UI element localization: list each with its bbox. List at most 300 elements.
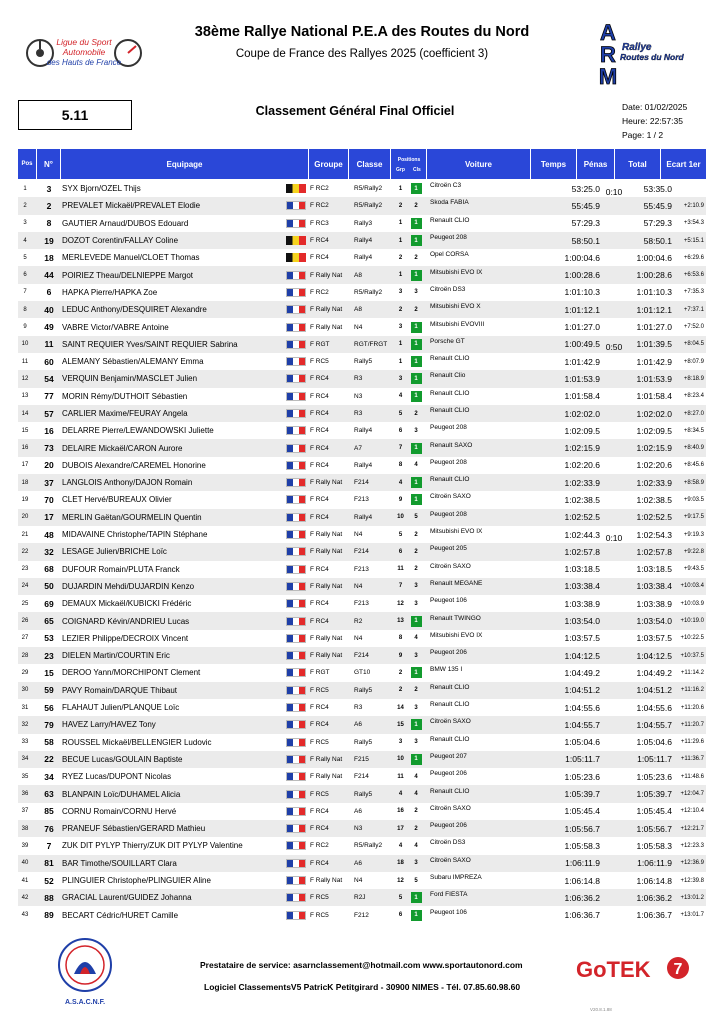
row-group: F RC2 — [310, 842, 329, 850]
row-time: 1:02:38.5 — [564, 494, 600, 505]
row-group-position: 9 — [398, 652, 403, 659]
row-group: F RC4 — [310, 410, 329, 417]
table-row — [18, 232, 706, 249]
row-group-position: 18 — [397, 860, 404, 867]
row-total: 1:01:39.5 — [636, 339, 672, 350]
row-crew: LEZIER Philippe/DECROIX Vincent — [62, 633, 189, 643]
col-car: Voiture — [426, 149, 530, 179]
row-group-position: 4 — [398, 479, 403, 486]
row-flag-cell — [286, 353, 306, 370]
table-row — [18, 266, 706, 283]
row-total: 1:02:38.5 — [636, 494, 672, 505]
row-gap: +11:16.2 — [680, 687, 704, 694]
row-flag-cell — [286, 232, 306, 249]
row-flag-cell — [286, 249, 306, 266]
row-crew: LANGLOIS Anthony/DAJON Romain — [62, 478, 193, 488]
row-car: Renault CLIO — [430, 787, 470, 795]
footer-software: Logiciel ClassementsV5 PatricK Petitgirard - 30900 NIMES - Tél. 07.85.60.98.60 — [204, 982, 521, 992]
row-flag-cell — [286, 284, 306, 301]
row-class-position: 2 — [414, 306, 418, 313]
row-time: 1:02:09.5 — [564, 425, 600, 436]
row-class-position-cell — [409, 526, 423, 543]
france-flag-icon — [286, 617, 306, 626]
row-gap: +8:07.9 — [683, 358, 704, 365]
row-class-position-cell — [409, 889, 423, 906]
france-flag-icon — [286, 219, 306, 228]
row-class-position: 1 — [411, 391, 422, 402]
row-car-number: 44 — [44, 270, 54, 281]
row-car-number: 65 — [44, 616, 54, 627]
row-car: Skoda FABIA — [430, 199, 469, 207]
row-car: Ford FIESTA — [430, 891, 468, 899]
report-date: Date: 01/02/2025 — [622, 102, 688, 112]
row-group-position: 13 — [397, 618, 404, 625]
row-flag-cell — [286, 561, 306, 578]
row-class: F214 — [354, 548, 369, 556]
row-gap: +13:01.2 — [680, 894, 704, 901]
row-car: BMW 135 I — [430, 666, 463, 674]
table-row — [18, 837, 706, 854]
row-gap: +9:22.8 — [683, 548, 704, 555]
row-crew: DELARRE Pierre/LEWANDOWSKI Juliette — [62, 426, 214, 436]
row-class-position: 1 — [411, 322, 422, 333]
row-position: 7 — [23, 289, 27, 296]
row-gap: +12:36.9 — [680, 860, 704, 867]
table-row — [18, 318, 706, 335]
row-class: R3 — [354, 704, 363, 712]
row-class-position-cell — [409, 872, 423, 889]
row-crew: ALEMANY Sébastien/ALEMANY Emma — [62, 357, 204, 367]
row-class-position: 1 — [411, 443, 422, 454]
france-flag-icon — [286, 495, 306, 504]
row-car-number: 58 — [44, 737, 54, 748]
row-gap: +6:29.6 — [683, 254, 704, 261]
row-class: R5/Rally2 — [354, 202, 383, 210]
row-class: Rally4 — [354, 513, 373, 521]
row-group-position: 1 — [398, 185, 403, 192]
row-position: 10 — [21, 341, 29, 348]
table-row — [18, 820, 706, 837]
row-group-position: 1 — [398, 220, 403, 227]
row-total: 53:35.0 — [643, 183, 672, 194]
row-car-number: 53 — [44, 633, 54, 644]
row-time: 55:45.9 — [571, 200, 600, 211]
row-time: 1:04:55.6 — [564, 702, 600, 713]
row-flag-cell — [286, 906, 306, 923]
row-time: 53:25.0 — [571, 183, 600, 194]
row-class-position-cell — [409, 785, 423, 802]
row-class: F212 — [354, 911, 369, 919]
row-gap: +9:03.5 — [683, 496, 704, 503]
row-class-position: 2 — [414, 825, 418, 832]
row-group-position: 5 — [398, 894, 403, 901]
col-total: Total — [614, 149, 660, 179]
row-flag-cell — [286, 388, 306, 405]
table-row — [18, 751, 706, 768]
row-group: F RC2 — [310, 202, 329, 210]
row-car-number: 20 — [44, 460, 54, 471]
row-car: Porsche GT — [430, 337, 465, 345]
row-car-number: 63 — [44, 789, 54, 800]
row-position: 41 — [21, 877, 29, 884]
row-car: Renault Clio — [430, 372, 466, 380]
row-gap: +8:18.9 — [683, 375, 704, 382]
row-group-position: 4 — [398, 393, 403, 400]
row-class: N3 — [354, 392, 363, 400]
row-car: Renault CLIO — [430, 701, 470, 709]
france-flag-icon — [286, 807, 306, 816]
france-flag-icon — [286, 790, 306, 799]
france-flag-icon — [286, 841, 306, 850]
row-crew: DEMAUX Mickaël/KUBICKI Frédéric — [62, 599, 192, 609]
row-flag-cell — [286, 855, 306, 872]
row-class-position-cell — [409, 422, 423, 439]
arm-letter-a: A — [600, 20, 616, 45]
row-car: Peugeot 206 — [430, 649, 467, 657]
row-total: 1:04:55.7 — [636, 719, 672, 730]
row-car-number: 57 — [44, 408, 54, 419]
france-flag-icon — [286, 201, 306, 210]
table-row — [18, 768, 706, 785]
row-gap: +8:34.5 — [683, 427, 704, 434]
row-class: F214 — [354, 652, 369, 660]
row-time: 1:03:38.4 — [564, 581, 600, 592]
row-time: 1:05:45.4 — [564, 806, 600, 817]
row-group-position: 1 — [398, 237, 403, 244]
row-group: F RGT — [310, 340, 330, 348]
row-group: F Rally Nat — [310, 773, 343, 781]
row-group: F RC4 — [310, 825, 329, 833]
row-position: 35 — [21, 773, 29, 780]
row-gap: +12:39.8 — [680, 877, 704, 884]
row-car-number: 69 — [44, 598, 54, 609]
row-car: Peugeot 206 — [430, 822, 467, 830]
row-class-position-cell — [409, 768, 423, 785]
row-class-position: 2 — [414, 566, 418, 573]
arm-logo-rallye: Rallye — [622, 42, 652, 53]
france-flag-icon — [286, 859, 306, 868]
arm-logo — [594, 16, 684, 88]
row-class: R5/Rally2 — [354, 185, 383, 193]
row-group-position: 2 — [398, 306, 403, 313]
row-crew: BECART Cédric/HURET Camille — [62, 910, 179, 920]
row-class-position-cell — [409, 716, 423, 733]
row-class-position: 4 — [414, 773, 418, 780]
row-class-position: 1 — [411, 373, 422, 384]
row-group: F RC4 — [310, 721, 329, 729]
table-row — [18, 509, 706, 526]
row-class: R2 — [354, 617, 363, 625]
row-gap: +10:22.5 — [680, 635, 704, 642]
row-position: 30 — [21, 687, 29, 694]
table-row — [18, 682, 706, 699]
row-total: 1:01:53.9 — [636, 373, 672, 384]
row-flag-cell — [286, 664, 306, 681]
row-crew: DUBOIS Alexandre/CAREMEL Honorine — [62, 460, 206, 470]
results-table-body — [18, 180, 706, 924]
row-group: F RC4 — [310, 704, 329, 712]
row-group: F RC5 — [310, 911, 329, 919]
france-flag-icon — [286, 772, 306, 781]
row-class-position: 1 — [411, 667, 422, 678]
row-crew: ZUK DIT PYLYP Thierry/ZUK DIT PYLYP Valentine — [62, 841, 243, 851]
row-crew: BECUE Lucas/GOULAIN Baptiste — [62, 754, 183, 764]
footer-provider: Prestataire de service: asarnclassement@hotmail.com www.sportautonord.com — [200, 960, 523, 970]
row-class: N4 — [354, 531, 363, 539]
row-position: 31 — [21, 704, 29, 711]
france-flag-icon — [286, 426, 306, 435]
row-car: Opel CORSA — [430, 251, 469, 259]
table-row — [18, 543, 706, 560]
table-row — [18, 647, 706, 664]
row-class-position-cell — [409, 543, 423, 560]
row-class-position: 1 — [411, 616, 422, 627]
row-class-position-cell — [409, 370, 423, 387]
row-position: 17 — [21, 462, 29, 469]
row-class: RGT/FRGT — [354, 340, 388, 348]
row-gap: +9:19.3 — [683, 531, 704, 538]
row-class-position: 3 — [414, 583, 418, 590]
row-position: 4 — [23, 237, 27, 244]
row-car-number: 19 — [44, 235, 54, 246]
belgium-flag-icon — [286, 184, 306, 193]
row-group: F RC4 — [310, 600, 329, 608]
report-title: Classement Général Final Officiel — [255, 104, 455, 118]
row-total: 1:00:28.6 — [636, 270, 672, 281]
row-class-position-cell — [409, 474, 423, 491]
row-crew: VERQUIN Benjamin/MASCLET Julien — [62, 374, 198, 384]
row-class-position-cell — [409, 388, 423, 405]
row-time: 1:04:55.7 — [564, 719, 600, 730]
table-row — [18, 578, 706, 595]
row-car-number: 56 — [44, 702, 54, 713]
row-group-position: 2 — [398, 254, 403, 261]
row-total: 1:02:20.6 — [636, 460, 672, 471]
row-group-position: 5 — [398, 531, 403, 538]
row-class: F213 — [354, 565, 369, 573]
row-class-position: 2 — [414, 531, 418, 538]
row-flag-cell — [286, 543, 306, 560]
row-flag-cell — [286, 768, 306, 785]
row-class-position: 2 — [414, 687, 418, 694]
row-group: F Rally Nat — [310, 531, 343, 539]
row-car-number: 2 — [46, 200, 52, 211]
row-car-number: 16 — [44, 425, 54, 436]
row-total: 1:03:57.5 — [636, 633, 672, 644]
row-total: 1:01:58.4 — [636, 391, 672, 402]
row-time: 1:06:36.2 — [564, 892, 600, 903]
gotek-logo — [576, 955, 696, 983]
row-crew: GAUTIER Arnaud/DUBOS Edouard — [62, 218, 189, 228]
col-positions-cls: Cls — [413, 167, 421, 173]
results-table-header — [18, 149, 706, 179]
row-gap: +11:36.7 — [680, 756, 704, 763]
row-group-position: 6 — [398, 548, 403, 555]
table-row — [18, 301, 706, 318]
row-flag-cell — [286, 180, 306, 197]
col-crew: Equipage — [60, 149, 308, 179]
row-time: 1:00:49.5 — [564, 339, 600, 350]
col-group: Groupe — [308, 149, 348, 179]
row-class-position: 4 — [414, 462, 418, 469]
row-time: 1:02:44.3 — [564, 529, 600, 540]
row-car-number: 8 — [46, 218, 52, 229]
table-row — [18, 439, 706, 456]
row-class-position-cell — [409, 561, 423, 578]
row-total: 1:05:04.6 — [636, 737, 672, 748]
row-time: 1:02:33.9 — [564, 477, 600, 488]
row-class-position-cell — [409, 439, 423, 456]
row-gap: +7:37.1 — [683, 306, 704, 313]
row-class-position: 1 — [411, 477, 422, 488]
row-position: 8 — [23, 306, 27, 313]
row-car: Citroën SAXO — [430, 718, 471, 726]
ligue-logo-line3: des Hauts de France — [46, 58, 122, 67]
row-class-position: 1 — [411, 218, 422, 229]
row-position: 20 — [21, 514, 29, 521]
row-time: 1:01:58.4 — [564, 391, 600, 402]
row-group: F Rally Nat — [310, 755, 343, 763]
row-group-position: 7 — [398, 445, 403, 452]
row-flag-cell — [286, 751, 306, 768]
row-flag-cell — [286, 215, 306, 232]
row-car-number: 68 — [44, 564, 54, 575]
row-class-position-cell — [409, 353, 423, 370]
table-row — [18, 457, 706, 474]
row-position: 33 — [21, 739, 29, 746]
france-flag-icon — [286, 893, 306, 902]
row-car-number: 59 — [44, 685, 54, 696]
row-car-number: 52 — [44, 875, 54, 886]
row-car: Renault CLIO — [430, 216, 470, 224]
row-total: 1:02:15.9 — [636, 443, 672, 454]
table-row — [18, 612, 706, 629]
row-car: Renault CLIO — [430, 476, 470, 484]
row-group-position: 11 — [397, 566, 404, 573]
france-flag-icon — [286, 651, 306, 660]
row-crew: RYEZ Lucas/DUPONT Nicolas — [62, 772, 172, 782]
row-class-position: 2 — [414, 254, 418, 261]
row-gap: +3:54.3 — [683, 220, 704, 227]
row-flag-cell — [286, 578, 306, 595]
row-crew: HAPKA Pierre/HAPKA Zoe — [62, 287, 158, 297]
france-flag-icon — [286, 876, 306, 885]
row-total: 1:02:57.8 — [636, 546, 672, 557]
row-position: 34 — [21, 756, 29, 763]
row-crew: BAR Timothe/SOUILLART Clara — [62, 858, 177, 868]
row-group: F Rally Nat — [310, 634, 343, 642]
table-row — [18, 422, 706, 439]
row-total: 1:01:42.9 — [636, 356, 672, 367]
row-class-position: 3 — [414, 600, 418, 607]
row-class-position-cell — [409, 751, 423, 768]
france-flag-icon — [286, 547, 306, 556]
row-position: 37 — [21, 808, 29, 815]
row-time: 1:02:02.0 — [564, 408, 600, 419]
row-class: N4 — [354, 323, 363, 331]
row-group: F RC4 — [310, 807, 329, 815]
row-crew: PRANEUF Sébastien/GERARD Mathieu — [62, 824, 206, 834]
asacnf-logo — [54, 936, 116, 1008]
row-group-position: 7 — [398, 583, 403, 590]
france-flag-icon — [286, 271, 306, 280]
row-group-position: 17 — [397, 825, 404, 832]
row-group-position: 15 — [397, 721, 404, 728]
row-position: 15 — [21, 427, 29, 434]
report-time: Heure: 22:57:35 — [622, 116, 683, 126]
row-group-position: 1 — [398, 341, 403, 348]
row-group: F Rally Nat — [310, 582, 343, 590]
row-gap: +10:37.5 — [680, 652, 704, 659]
row-position: 14 — [21, 410, 29, 417]
row-crew: GRACIAL Laurent/GUIDEZ Johanna — [62, 893, 192, 903]
row-total: 1:03:54.0 — [636, 616, 672, 627]
row-group: F RC5 — [310, 738, 329, 746]
row-crew: LESAGE Julien/BRICHE Loïc — [62, 547, 167, 557]
row-gap: +11:20.7 — [680, 721, 704, 728]
row-group: F RC4 — [310, 461, 329, 469]
row-group: F Rally Nat — [310, 306, 343, 314]
row-car: Mitsubishi EVOVIII — [430, 320, 485, 328]
row-gap: +9:43.5 — [683, 566, 704, 573]
row-total: 1:02:52.5 — [636, 512, 672, 523]
table-row — [18, 803, 706, 820]
row-time: 1:06:11.9 — [565, 858, 600, 869]
row-flag-cell — [286, 266, 306, 283]
row-group: F RC4 — [310, 444, 329, 452]
row-car-number: 22 — [44, 754, 54, 765]
row-group-position: 12 — [397, 877, 404, 884]
row-crew: COIGNARD Kévin/ANDRIEU Lucas — [62, 616, 190, 626]
row-crew: DUFOUR Romain/PLUTA Franck — [62, 564, 180, 574]
row-group-position: 4 — [398, 842, 403, 849]
row-class-position-cell — [409, 906, 423, 923]
row-total: 1:04:51.2 — [636, 685, 672, 696]
row-group: F RC4 — [310, 392, 329, 400]
row-class: Rally4 — [354, 254, 373, 262]
row-car: Peugeot 208 — [430, 424, 467, 432]
row-class: Rally5 — [354, 738, 373, 746]
row-total: 1:04:49.2 — [636, 667, 672, 678]
row-car-number: 15 — [44, 667, 54, 678]
row-flag-cell — [286, 457, 306, 474]
france-flag-icon — [286, 686, 306, 695]
row-time: 1:01:10.3 — [564, 287, 600, 298]
france-flag-icon — [286, 513, 306, 522]
row-total: 1:00:04.6 — [636, 252, 672, 263]
row-group-position: 1 — [398, 272, 403, 279]
row-flag-cell — [286, 647, 306, 664]
row-class-position: 1 — [411, 235, 422, 246]
row-car-number: 89 — [44, 910, 54, 921]
row-group-position: 14 — [397, 704, 404, 711]
row-car-number: 54 — [44, 373, 54, 384]
row-time: 1:02:20.6 — [564, 460, 600, 471]
row-class: A6 — [354, 721, 362, 729]
row-class-position-cell — [409, 855, 423, 872]
row-total: 55:45.9 — [643, 200, 672, 211]
row-group: F Rally Nat — [310, 877, 343, 885]
row-car: Mitsubishi EVO IX — [430, 268, 483, 276]
row-class-position: 2 — [414, 548, 418, 555]
row-position: 32 — [21, 721, 29, 728]
row-flag-cell — [286, 405, 306, 422]
row-class-position-cell — [409, 249, 423, 266]
row-class-position: 3 — [414, 427, 418, 434]
col-gap: Ecart 1er — [660, 149, 706, 179]
row-gap: +8:23.4 — [683, 393, 704, 400]
row-gap: +8:45.6 — [683, 462, 704, 469]
